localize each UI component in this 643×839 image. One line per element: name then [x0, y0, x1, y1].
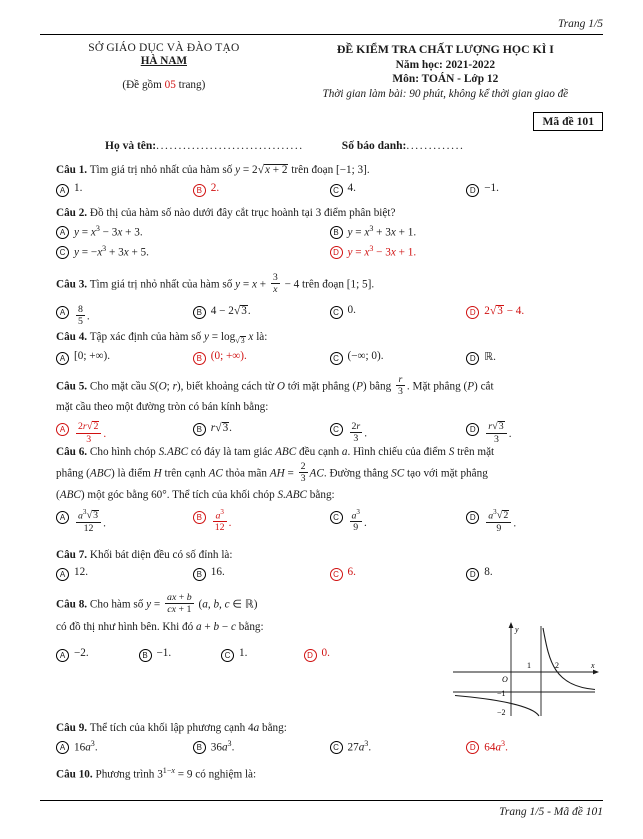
- option-a[interactable]: A $\frac{a^3√3}{12}$ .: [56, 509, 193, 534]
- duration-note: Thời gian làm bài: 90 phút, không kể thời gian giao đề: [322, 88, 569, 100]
- question-5-text: Câu 5. Cho mặt cầu S(O; r), biết khoảng cách từ O tới mặt phẳng (P) bằng $\frac{r}{3}$ . Mặt phẳng (P) cắt: [56, 374, 494, 398]
- option-c[interactable]: C 6.: [330, 566, 467, 579]
- option-a[interactable]: A [0; +∞).: [56, 350, 193, 363]
- option-b-marker-icon: B: [193, 306, 206, 319]
- question-10: [56, 766, 603, 781]
- student-id-line: [40, 140, 603, 152]
- option-a-marker-icon: A: [56, 423, 69, 436]
- option-a-marker-icon: A: [56, 226, 69, 239]
- option-d[interactable]: D 0.: [304, 647, 387, 660]
- option-d[interactable]: D $\frac{a^3√2}{9}$ .: [466, 509, 603, 534]
- option-d[interactable]: D ℝ.: [466, 350, 603, 363]
- option-c[interactable]: C (−∞; 0).: [330, 350, 467, 363]
- option-c-marker-icon: C: [56, 246, 69, 259]
- option-a[interactable]: A 1.: [56, 182, 193, 195]
- option-a[interactable]: A $y = x^3 - 3x + 3$.: [56, 224, 330, 239]
- svg-text:−2: −2: [497, 708, 506, 717]
- svg-text:−1: −1: [497, 689, 506, 698]
- option-d-marker-icon: D: [466, 352, 479, 365]
- option-c[interactable]: C 1.: [221, 647, 304, 660]
- option-a-marker-icon: A: [56, 306, 69, 319]
- question-7-options: [56, 566, 603, 579]
- masthead-left: [40, 42, 288, 100]
- name-dots: .................................: [156, 140, 304, 152]
- option-d[interactable]: D 2√3 − 4.: [466, 304, 603, 327]
- option-c[interactable]: C 0.: [330, 304, 467, 327]
- option-a[interactable]: A $\frac{8}{5}$ .: [56, 304, 193, 327]
- option-c[interactable]: C $27a^3$.: [330, 739, 467, 754]
- svg-text:1: 1: [527, 661, 531, 670]
- option-a-marker-icon: A: [56, 741, 69, 754]
- question-9-options: [56, 739, 603, 754]
- option-b-marker-icon: B: [330, 226, 343, 239]
- exam-title: ĐỀ KIỂM TRA CHẤT LƯỢNG HỌC KÌ I: [336, 42, 554, 56]
- question-5-options: [56, 421, 603, 445]
- question-2-options-row1: [56, 224, 603, 239]
- question-1-text: Câu 1. Tìm giá trị nhỏ nhất của hàm số y = 2√x + 2 trên đoạn [−1; 3].: [56, 163, 370, 176]
- question-3-options: [56, 304, 603, 327]
- option-b[interactable]: B $\frac{a^3}{12}$ .: [193, 509, 330, 534]
- header-divider: [40, 34, 603, 35]
- option-c-marker-icon: C: [330, 306, 343, 319]
- option-d-marker-icon: D: [466, 184, 479, 197]
- option-b-marker-icon: B: [193, 423, 206, 436]
- svg-text:y: y: [515, 625, 519, 634]
- option-d-marker-icon: D: [466, 741, 479, 754]
- question-8-text: Câu 8. Cho hàm số y = $\frac{ax + b}{cx + 1}$ (a, b, c ∈ ℝ): [56, 592, 258, 616]
- option-d-marker-icon: D: [466, 568, 479, 581]
- option-b[interactable]: B 16.: [193, 566, 330, 579]
- question-3: [56, 272, 603, 327]
- option-b-marker-icon: B: [193, 568, 206, 581]
- option-d[interactable]: D 8.: [466, 566, 603, 579]
- option-d[interactable]: D $64a^3$.: [466, 739, 603, 754]
- name-label: Họ và tên:: [105, 140, 157, 152]
- question-7-text: Câu 7. Khối bát diện đều có số đỉnh là:: [56, 549, 233, 561]
- question-1: [56, 163, 603, 195]
- question-6-options: [56, 509, 603, 534]
- question-6-text-l2: phẳng (ABC) là điểm H trên cạnh AC thỏa mãn AH = $\frac{2}{3}$ AC. Đường thẳng SC tạo với mặt phẳng: [56, 461, 488, 485]
- option-c-marker-icon: C: [330, 741, 343, 754]
- question-5-text-cont: mặt cầu theo một đường tròn có bán kính bằng:: [56, 401, 269, 414]
- option-d[interactable]: D $y = x^3 - 3x + 1$.: [330, 244, 604, 259]
- footer-divider: [40, 800, 603, 801]
- option-c-marker-icon: C: [330, 568, 343, 581]
- option-b[interactable]: B −1.: [139, 647, 222, 660]
- question-2: [56, 207, 603, 258]
- question-7: [56, 549, 603, 579]
- masthead: [40, 42, 603, 100]
- question-8-graph-figure: [445, 620, 609, 720]
- question-4: [56, 331, 603, 363]
- footer-page-number: Trang 1/5 - Mã đề 101: [499, 806, 603, 818]
- option-d-marker-icon: D: [466, 423, 479, 436]
- option-a-marker-icon: A: [56, 352, 69, 365]
- option-d-marker-icon: D: [466, 306, 479, 319]
- option-c[interactable]: C $y = -x^3 + 3x + 5$.: [56, 244, 330, 259]
- option-d-marker-icon: D: [330, 246, 343, 259]
- option-a[interactable]: A $16a^3$.: [56, 739, 193, 754]
- question-1-options: [56, 182, 603, 195]
- exam-code-box: Mã đề 101: [533, 112, 603, 131]
- question-4-options: [56, 350, 603, 363]
- question-6: [56, 446, 603, 534]
- option-d[interactable]: D $\frac{r√3}{3}$ .: [466, 421, 603, 445]
- option-c-marker-icon: C: [330, 511, 343, 524]
- department-line: SỞ GIÁO DỤC VÀ ĐÀO TẠO: [88, 42, 240, 54]
- option-d-marker-icon: D: [304, 649, 317, 662]
- option-b[interactable]: B $y = x^3 + 3x + 1$.: [330, 224, 604, 239]
- option-b-marker-icon: B: [139, 649, 152, 662]
- option-d[interactable]: D −1.: [466, 182, 603, 195]
- question-9: [56, 722, 603, 754]
- svg-text:O: O: [502, 675, 508, 684]
- page-count-note: (Đề gồm 05 trang): [122, 79, 206, 91]
- option-a[interactable]: A $\frac{2r√2}{3}$ .: [56, 421, 193, 445]
- masthead-right: [288, 42, 603, 100]
- question-6-text-l3: (ABC) một góc bằng 60°. Thể tích của khối chóp S.ABC bằng:: [56, 489, 335, 502]
- option-b[interactable]: B r√3.: [193, 421, 330, 445]
- question-8-options: [56, 647, 386, 660]
- option-a[interactable]: A −2.: [56, 647, 139, 660]
- option-c[interactable]: C $\frac{a^3}{9}$ .: [330, 509, 467, 534]
- question-6-text: Câu 6. Cho hình chóp S.ABC có đáy là tam giác ABC đều cạnh a. Hình chiếu của điểm S trên mặt: [56, 446, 495, 458]
- svg-text:x: x: [591, 661, 595, 670]
- option-c[interactable]: C 4.: [330, 182, 467, 195]
- school-year: Năm học: 2021-2022: [395, 59, 496, 71]
- question-2-options-row2: [56, 244, 603, 259]
- option-a-marker-icon: A: [56, 649, 69, 662]
- question-2-text: Câu 2. Đồ thị của hàm số nào dưới đây cắt trục hoành tại 3 điểm phân biệt?: [56, 207, 396, 219]
- svg-text:2: 2: [555, 661, 559, 670]
- option-c-marker-icon: C: [330, 184, 343, 197]
- option-b[interactable]: B 2.: [193, 182, 330, 195]
- option-c-marker-icon: C: [330, 352, 343, 365]
- id-label: Số báo danh:: [341, 140, 407, 152]
- option-b[interactable]: B $36a^3$.: [193, 739, 330, 754]
- option-b[interactable]: B (0; +∞).: [193, 350, 330, 363]
- option-a[interactable]: A 12.: [56, 566, 193, 579]
- header-page-number: Trang 1/5: [557, 18, 603, 30]
- subject-grade: Môn: TOÁN - Lớp 12: [392, 73, 499, 85]
- question-10-text: Câu 10. Phương trình $3^{1-x} = 9$ có nghiệm là:: [56, 766, 257, 781]
- question-8-text-l2: có đồ thị như hình bên. Khi đó a + b − c bằng:: [56, 621, 264, 634]
- option-b[interactable]: B 4 − 2√3.: [193, 304, 330, 327]
- option-a-marker-icon: A: [56, 511, 69, 524]
- option-c-marker-icon: C: [330, 423, 343, 436]
- question-5: [56, 374, 603, 445]
- option-d-marker-icon: D: [466, 511, 479, 524]
- question-9-text: Câu 9. Thể tích của khối lập phương cạnh 4a bằng:: [56, 722, 287, 734]
- question-8: [56, 592, 423, 660]
- option-b-marker-icon: B: [193, 352, 206, 365]
- id-dots: .............: [406, 140, 465, 152]
- question-3-text: Câu 3. Tìm giá trị nhỏ nhất của hàm số y = x + $\frac{3}{x}$ − 4 trên đoạn [1; 5].: [56, 272, 375, 296]
- option-a-marker-icon: A: [56, 568, 69, 581]
- province-line: HÀ NAM: [140, 55, 187, 67]
- question-4-text: Câu 4. Tập xác định của hàm số $y = \log_{√3} x$ là:: [56, 331, 268, 346]
- option-c-marker-icon: C: [221, 649, 234, 662]
- graph-svg: [445, 620, 609, 720]
- option-c[interactable]: C $\frac{2r}{3}$ .: [330, 421, 467, 445]
- option-b-marker-icon: B: [193, 184, 206, 197]
- option-a-marker-icon: A: [56, 184, 69, 197]
- option-b-marker-icon: B: [193, 511, 206, 524]
- option-b-marker-icon: B: [193, 741, 206, 754]
